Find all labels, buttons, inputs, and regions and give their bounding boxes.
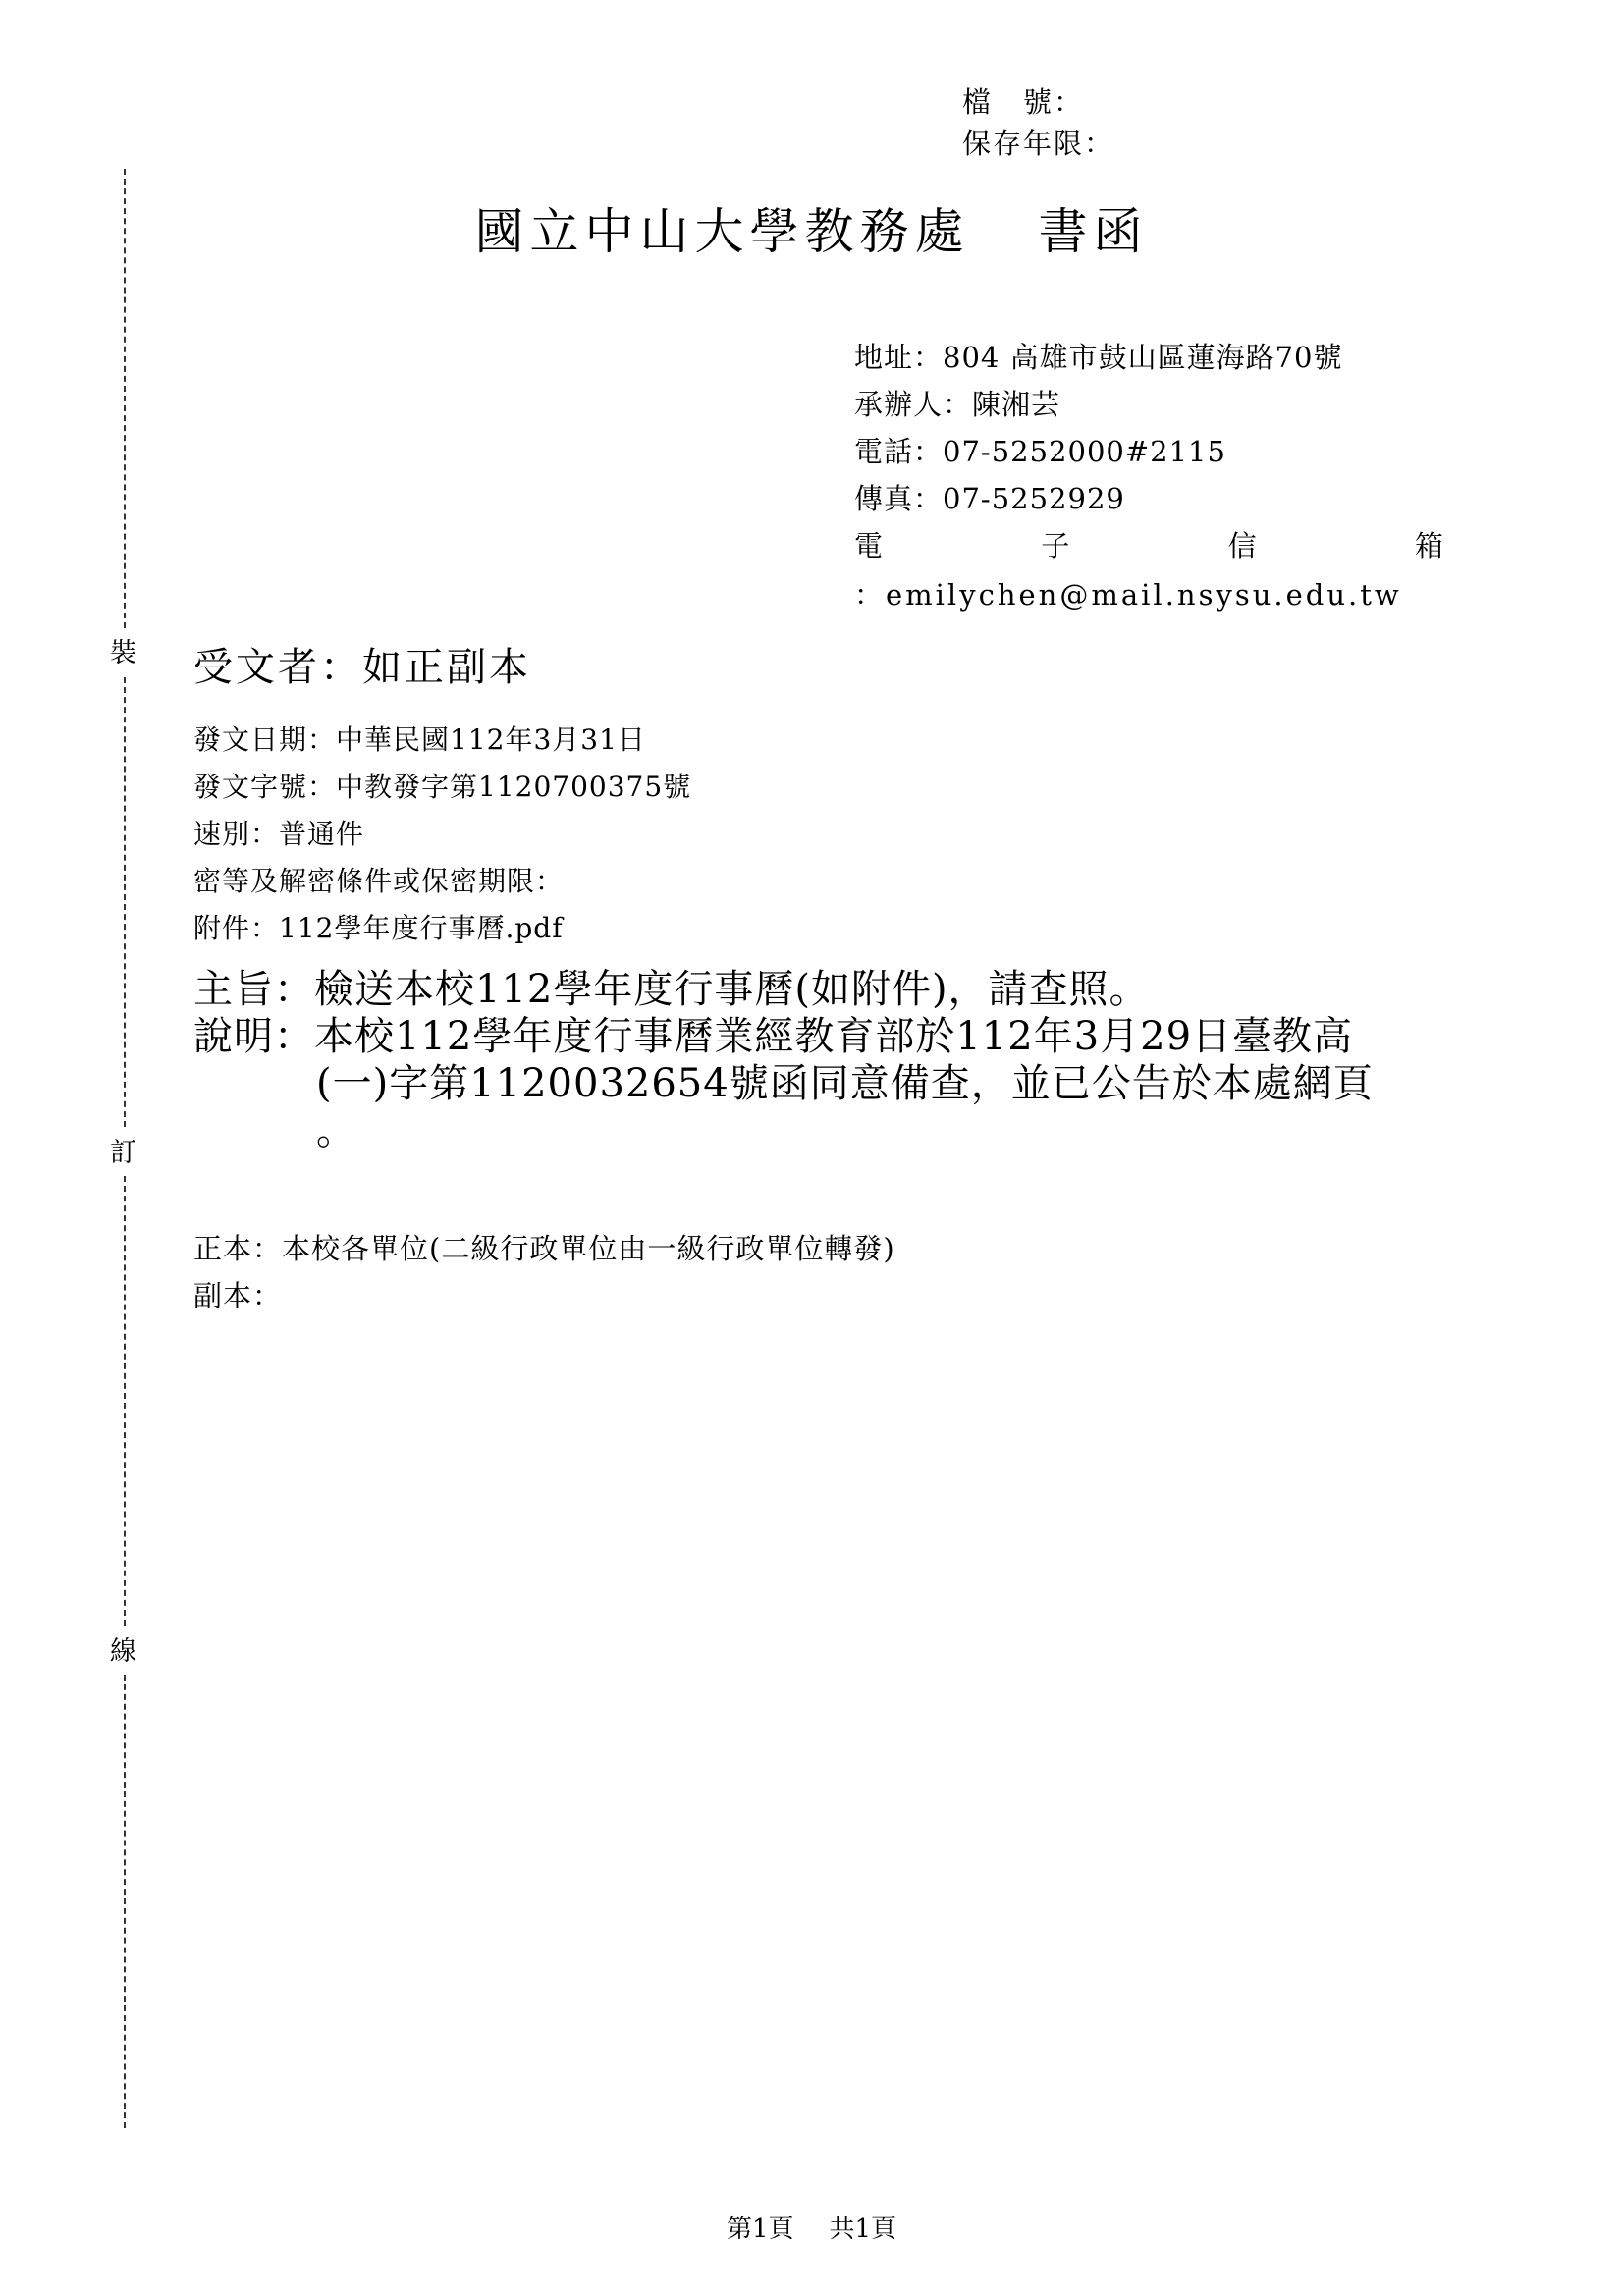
email-label-char: 子: [1041, 529, 1070, 562]
binding-mark-xian: 線: [110, 1636, 136, 1667]
email-label-char: 箱: [1414, 529, 1443, 562]
contact-fax: 傳真：07-5252929: [854, 482, 1125, 515]
subject: 主旨：檢送本校112學年度行事曆(如附件)，請查照。: [193, 967, 1150, 1012]
binding-mark-zhuang: 裝: [110, 638, 136, 668]
copy-recipients: 副本：: [193, 1279, 283, 1312]
binding-mark-ding: 訂: [110, 1138, 136, 1168]
binding-line-segment: [124, 1176, 126, 1626]
contact-address: 地址：804 高雄市鼓山區蓮海路70號: [854, 341, 1343, 374]
contact-email-label: [854, 524, 1443, 564]
document-number: 發文字號：中教發字第1120700375號: [193, 771, 692, 803]
recipient: 受文者：如正副本: [193, 645, 531, 690]
document-title: [0, 192, 1623, 263]
page-footer: [0, 2209, 1623, 2245]
page-number: 第1頁: [726, 2215, 794, 2244]
title-organization: 國立中山大學教務處: [474, 203, 970, 260]
retention-period-label: 保存年限：: [962, 127, 1115, 160]
page-total: 共1頁: [829, 2215, 897, 2244]
delivery-speed: 速別：普通件: [193, 818, 365, 850]
contact-handler: 承辦人：陳湘芸: [854, 388, 1061, 421]
issue-date: 發文日期：中華民國112年3月31日: [193, 723, 646, 756]
email-label-char: 信: [1227, 529, 1257, 562]
explanation-line-1: 說明：本校112學年度行事曆業經教育部於112年3月29日臺教高: [193, 1014, 1354, 1059]
title-doc-type: 書函: [1038, 203, 1149, 260]
email-label-char: 電: [854, 529, 884, 562]
file-number-label: 檔 號：: [962, 85, 1085, 119]
explanation-line-2: (一)字第1120032654號函同意備查，並已公告於本處網頁: [316, 1061, 1374, 1106]
secrecy-level: 密等及解密條件或保密期限：: [193, 865, 565, 897]
contact-phone: 電話：07-5252000#2115: [854, 435, 1226, 468]
contact-email: ：emilychen@mail.nsysu.edu.tw: [854, 578, 1402, 612]
attachment: 附件：112學年度行事曆.pdf: [193, 912, 564, 944]
main-recipients: 正本：本校各單位(二級行政單位由一級行政單位轉發): [193, 1232, 895, 1265]
explanation-line-3: 。: [316, 1108, 356, 1153]
binding-line-segment: [124, 1675, 126, 2128]
binding-line-segment: [124, 677, 126, 1127]
